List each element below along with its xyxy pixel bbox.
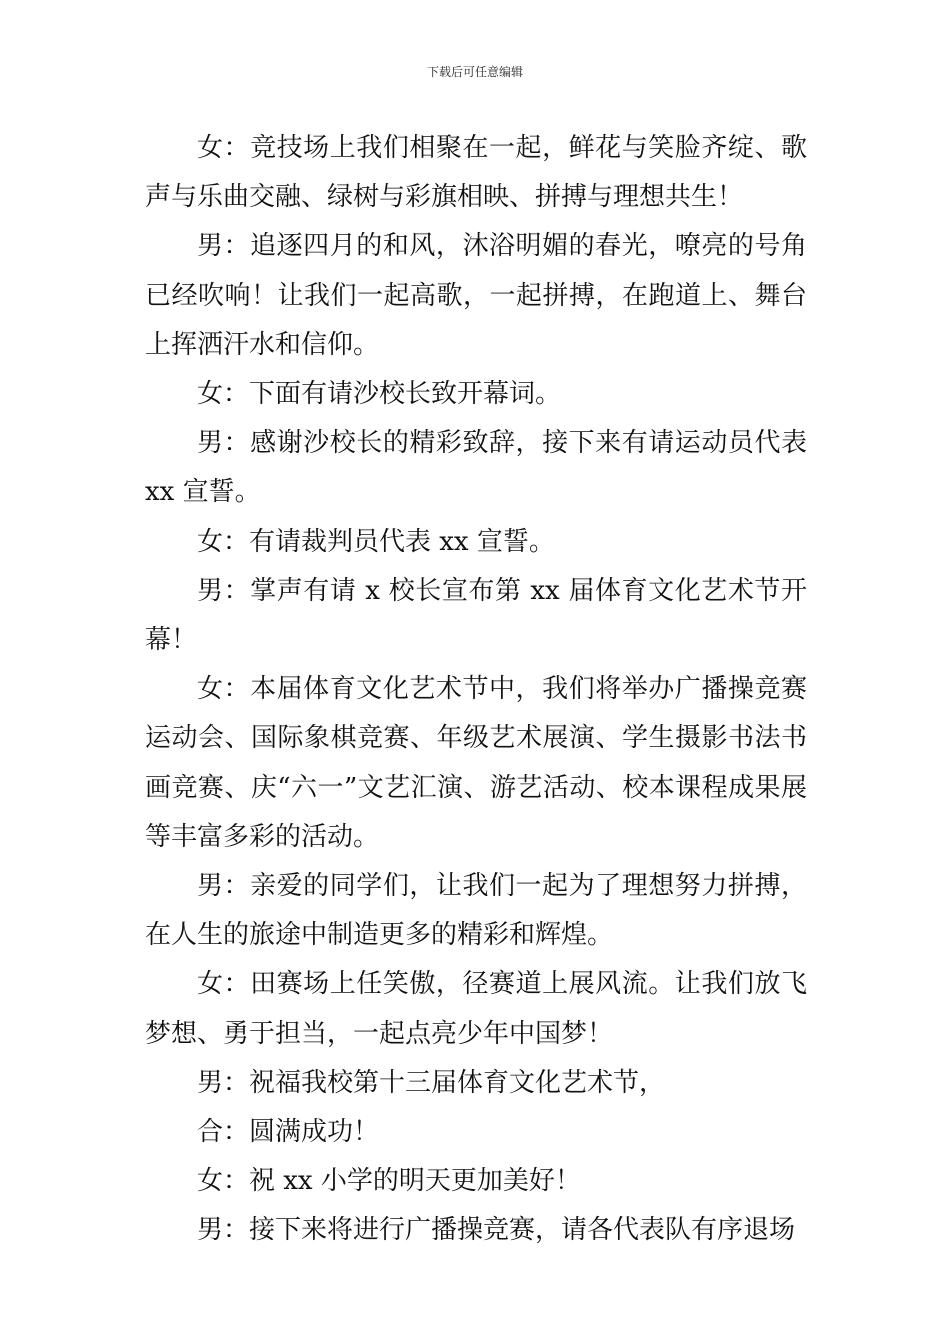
paragraph-1: 女：竞技场上我们相聚在一起，鲜花与笑脸齐绽、歌声与乐曲交融、绿树与彩旗相映、拼搏与理想共生！ — [145, 133, 807, 213]
paragraph-9: 女：田赛场上任笑傲，径赛道上展风流。让我们放飞梦想、勇于担当，一起点亮少年中国梦！ — [145, 969, 807, 1049]
paragraph-10: 男：祝福我校第十三届体育文化艺术节， — [197, 1067, 666, 1098]
paragraph-4: 男：感谢沙校长的精彩致辞，接下来有请运动员代表 xx 宣誓。 — [145, 428, 807, 508]
paragraph-7: 女：本届体育文化艺术节中，我们将举办广播操竞赛运动会、国际象棋竞赛、年级艺术展演、学生摄影书法书画竞赛、庆“六一”文艺汇演、游艺活动、校本课程成果展等丰富多彩的活动。 — [145, 674, 807, 852]
paragraph-12: 女：祝 xx 小学的明天更加美好！ — [197, 1166, 581, 1197]
page-header: 下载后可任意编辑 — [426, 65, 523, 79]
paragraph-13: 男：接下来将进行广播操竞赛，请各代表队有序退场 — [197, 1215, 796, 1246]
paragraph-2: 男：追逐四月的和风，沐浴明媚的春光，嘹亮的号角已经吹响！让我们一起高歌，一起拼搏，在跑道上、舞台上挥洒汗水和信仰。 — [145, 231, 807, 360]
paragraph-5: 女：有请裁判员代表 xx 宣誓。 — [197, 526, 555, 557]
paragraph-3: 女：下面有请沙校长致开幕词。 — [197, 379, 562, 410]
paragraph-11: 合：圆满成功！ — [197, 1117, 380, 1148]
document-body — [145, 124, 807, 1256]
paragraph-6: 男：掌声有请 x 校长宣布第 xx 届体育文化艺术节开幕！ — [145, 575, 807, 656]
paragraph-8: 男：亲爱的同学们，让我们一起为了理想努力拼搏，在人生的旅途中制造更多的精彩和辉煌。 — [145, 871, 807, 951]
